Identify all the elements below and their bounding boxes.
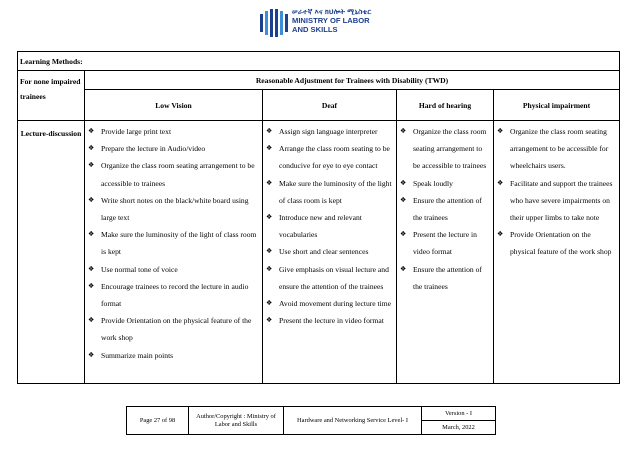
bullet-item [400,175,489,192]
logo-amharic: ሠራተኛ እና ክህሎት ሚኒስቴር [292,9,372,16]
bullet-item [88,278,258,312]
bullet-item [400,261,489,295]
bullet-text: Summarize main points [101,350,174,360]
bullet-item [266,209,392,243]
bullet-text: Prepare the lecture in Audio/video [101,144,206,154]
physical-impairment-cell [494,121,620,384]
diamond-bullet-icon: ❖ [497,127,504,135]
bullet-item [266,175,392,209]
for-none-impaired-header: For none impaired trainees [18,71,85,121]
logo-line2: AND SKILLS [292,24,338,34]
bullet-text: Write short notes on the black/white board using large text [101,195,249,223]
diamond-bullet-icon: ❖ [400,178,407,187]
reasonable-adjustment-header: Reasonable Adjustment for Trainees with Disability (TWD) [85,71,620,90]
diamond-bullet-icon: ❖ [497,230,504,239]
bullet-text: Facilitate and support the trainees who have severe impairments on their upper limbs to take note [510,178,613,223]
bullet-text: Ensure the attention of the trainees [413,264,482,291]
deaf-cell [263,121,397,384]
diamond-bullet-icon: ❖ [266,127,273,135]
footer-version: Version - I [422,407,496,421]
footer-date: March, 2022 [422,421,496,435]
bullet-text: Use short and clear sentences [279,247,369,257]
bullet-text: Make sure the luminosity of the light of class room is kept [279,178,392,205]
column-header-low-vision: Low Vision [85,90,263,121]
bullet-item [497,175,615,227]
diamond-bullet-icon: ❖ [266,213,273,222]
bullet-text: Present the lecture in video format [413,230,477,257]
bullet-text: Provide Orientation on the physical feature of the work shop [510,230,612,257]
diamond-bullet-icon: ❖ [88,316,95,325]
bullet-text: Provide Orientation on the physical feature of the work shop [101,316,252,343]
bullet-item [266,243,392,260]
diamond-bullet-icon: ❖ [88,281,95,290]
bullet-item [266,295,392,312]
learning-methods-header: Learning Methods: [18,52,620,71]
footer-page-number: Page 27 of 98 [127,407,189,435]
column-header-deaf: Deaf [263,90,397,121]
bullet-item [88,226,258,260]
column-header-hard-of-hearing: Hard of hearing [397,90,494,121]
bullet-text: Organize the class room seating arrangement to be accessible to trainees [101,161,255,188]
diamond-bullet-icon: ❖ [400,127,407,135]
bullet-item [400,123,489,175]
bullet-text: Encourage trainees to record the lecture in audio format [101,281,249,309]
bullet-item [266,261,392,295]
bullet-item [266,140,392,174]
diamond-bullet-icon: ❖ [88,127,95,135]
diamond-bullet-icon: ❖ [266,144,273,153]
bullet-text: Ensure the attention of the trainees [413,195,482,223]
bullet-text: Provide large print text [101,127,172,136]
logo-line1: MINISTRY OF LABOR [292,16,370,25]
footer-author: Author/Copyright : Ministry of Labor and Skills [189,407,284,435]
bullet-text: Assign sign language interpreter [279,127,378,136]
ministry-emblem-icon [259,8,289,38]
bullet-text: Speak loudly [413,178,453,188]
bullet-text: Introduce new and relevant vocabularies [279,213,362,240]
bullet-item [88,312,258,346]
bullet-text: Arrange the class room seating to be conducive for eye to eye contact [279,144,390,171]
hard-of-hearing-cell [397,121,494,384]
bullet-item [88,192,258,226]
bullet-text: Organize the class room seating arrangement to be accessible for wheelchairs users. [510,127,609,171]
diamond-bullet-icon: ❖ [266,247,273,256]
bullet-item [88,347,258,364]
column-header-physical-impairment: Physical impairment [494,90,620,121]
bullet-item [266,123,392,140]
bullet-text: Use normal tone of voice [101,264,178,274]
bullet-text: Avoid movement during lecture time [279,299,392,309]
diamond-bullet-icon: ❖ [88,144,95,153]
footer-title: Hardware and Networking Service Level- I [284,407,422,435]
bullet-text: Present the lecture in video format [279,316,384,326]
bullet-item [88,123,258,140]
bullet-text: Organize the class room seating arrangement to be accessible to trainees [413,127,487,171]
diamond-bullet-icon: ❖ [88,350,95,359]
diamond-bullet-icon: ❖ [88,230,95,239]
diamond-bullet-icon: ❖ [266,264,273,273]
bullet-item [400,226,489,260]
bullet-item [88,261,258,278]
ministry-logo [259,8,419,42]
diamond-bullet-icon: ❖ [88,195,95,204]
bullet-item [88,157,258,191]
bullet-text: Make sure the luminosity of the light of class room is kept [101,230,257,257]
diamond-bullet-icon: ❖ [88,264,95,273]
diamond-bullet-icon: ❖ [497,178,504,187]
page-footer [126,406,496,435]
diamond-bullet-icon: ❖ [266,299,273,308]
diamond-bullet-icon: ❖ [400,230,407,239]
method-cell: Lecture-discussion [18,121,85,384]
bullet-item [497,226,615,260]
diamond-bullet-icon: ❖ [400,264,407,273]
bullet-text: Give emphasis on visual lecture and ensure the attention of the trainees [279,264,389,291]
diamond-bullet-icon: ❖ [266,316,273,325]
logo-text [292,9,371,33]
diamond-bullet-icon: ❖ [88,161,95,170]
bullet-item [400,192,489,226]
low-vision-cell [85,121,263,384]
bullet-item [88,140,258,157]
reasonable-adjustment-table [17,51,620,384]
bullet-item [266,312,392,329]
diamond-bullet-icon: ❖ [400,195,407,204]
diamond-bullet-icon: ❖ [266,178,273,187]
bullet-item [497,123,615,175]
